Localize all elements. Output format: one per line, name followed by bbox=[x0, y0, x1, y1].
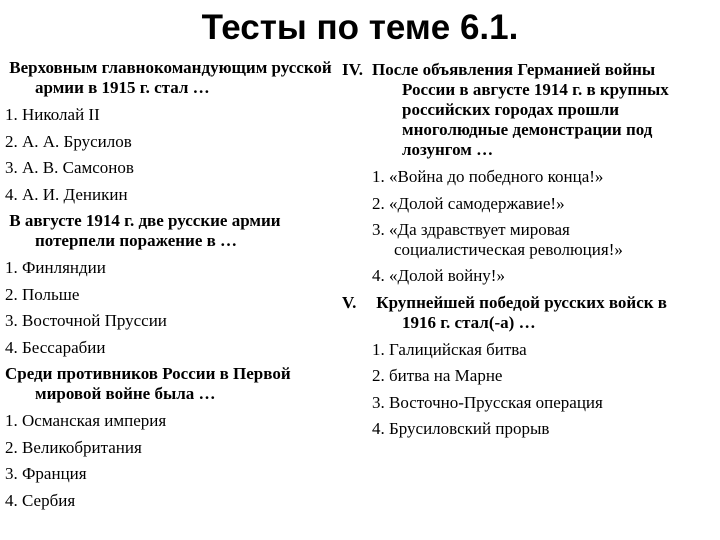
answer-option: 2. «Долой самодержавие!» bbox=[372, 193, 565, 213]
answer-option: 1. Николай II bbox=[5, 105, 100, 124]
question-5: V. Крупнейшей победой русских войск в 1916 г. стал(-а) … bbox=[342, 292, 667, 332]
answer-option: 3. А. В. Самсонов bbox=[5, 158, 134, 177]
left-column bbox=[5, 55, 350, 514]
answer-option: 1. Галицийская битва bbox=[372, 339, 527, 359]
question-text: Среди противников России в Первой мировой войне была … bbox=[5, 364, 291, 403]
answer-option: 1. «Война до победного конца!» bbox=[372, 167, 604, 186]
question-text: После объявления Германией войны России в августе 1914 г. в крупных российских городах прошли многолюдные демонстрации под лозунгом … bbox=[372, 60, 669, 159]
answer-option: 3. Восточной Пруссии bbox=[5, 311, 167, 330]
answer-option: 2. Великобритания bbox=[5, 437, 142, 457]
question-1 bbox=[5, 58, 350, 98]
question-text: В августе 1914 г. две русские армии потерпели поражение в … bbox=[5, 211, 281, 250]
answer-option: 3. Восточно-Прусская операция bbox=[372, 392, 603, 412]
answer-option: 4. А. И. Деникин bbox=[5, 184, 128, 204]
answer-option: 2. А. А. Брусилов bbox=[5, 131, 132, 151]
question-2 bbox=[5, 211, 350, 251]
slide-title: Тесты по теме 6.1. bbox=[201, 8, 519, 47]
answer-option: 4. Брусиловский прорыв bbox=[372, 419, 550, 438]
right-column bbox=[342, 57, 702, 443]
question-4: IV. После объявления Германией войны России в августе 1914 г. в крупных российских городах прошли многолюдные демонстрации под лозунгом … bbox=[342, 60, 669, 159]
answer-option: 3. Франция bbox=[5, 464, 87, 483]
question-3 bbox=[5, 364, 350, 404]
answer-option: 4. Сербия bbox=[5, 490, 76, 510]
question-text: Верховным главнокомандующим русской армии в 1915 г. стал … bbox=[5, 58, 332, 97]
answer-option: 1. Османская империя bbox=[5, 411, 167, 430]
answer-option: 4. Бессарабии bbox=[5, 337, 106, 357]
answer-option: 1. Финляндии bbox=[5, 258, 106, 277]
answer-option: 2. битва на Марне bbox=[372, 366, 503, 385]
answer-option: 2. Польше bbox=[5, 284, 80, 304]
answer-option: 3. «Да здравствует мировая социалистическая революция!» bbox=[372, 220, 623, 259]
answer-option: 4. «Долой войну!» bbox=[372, 266, 505, 285]
question-text: Крупнейшей победой русских войск в 1916 г. стал(-а) … bbox=[372, 292, 667, 332]
